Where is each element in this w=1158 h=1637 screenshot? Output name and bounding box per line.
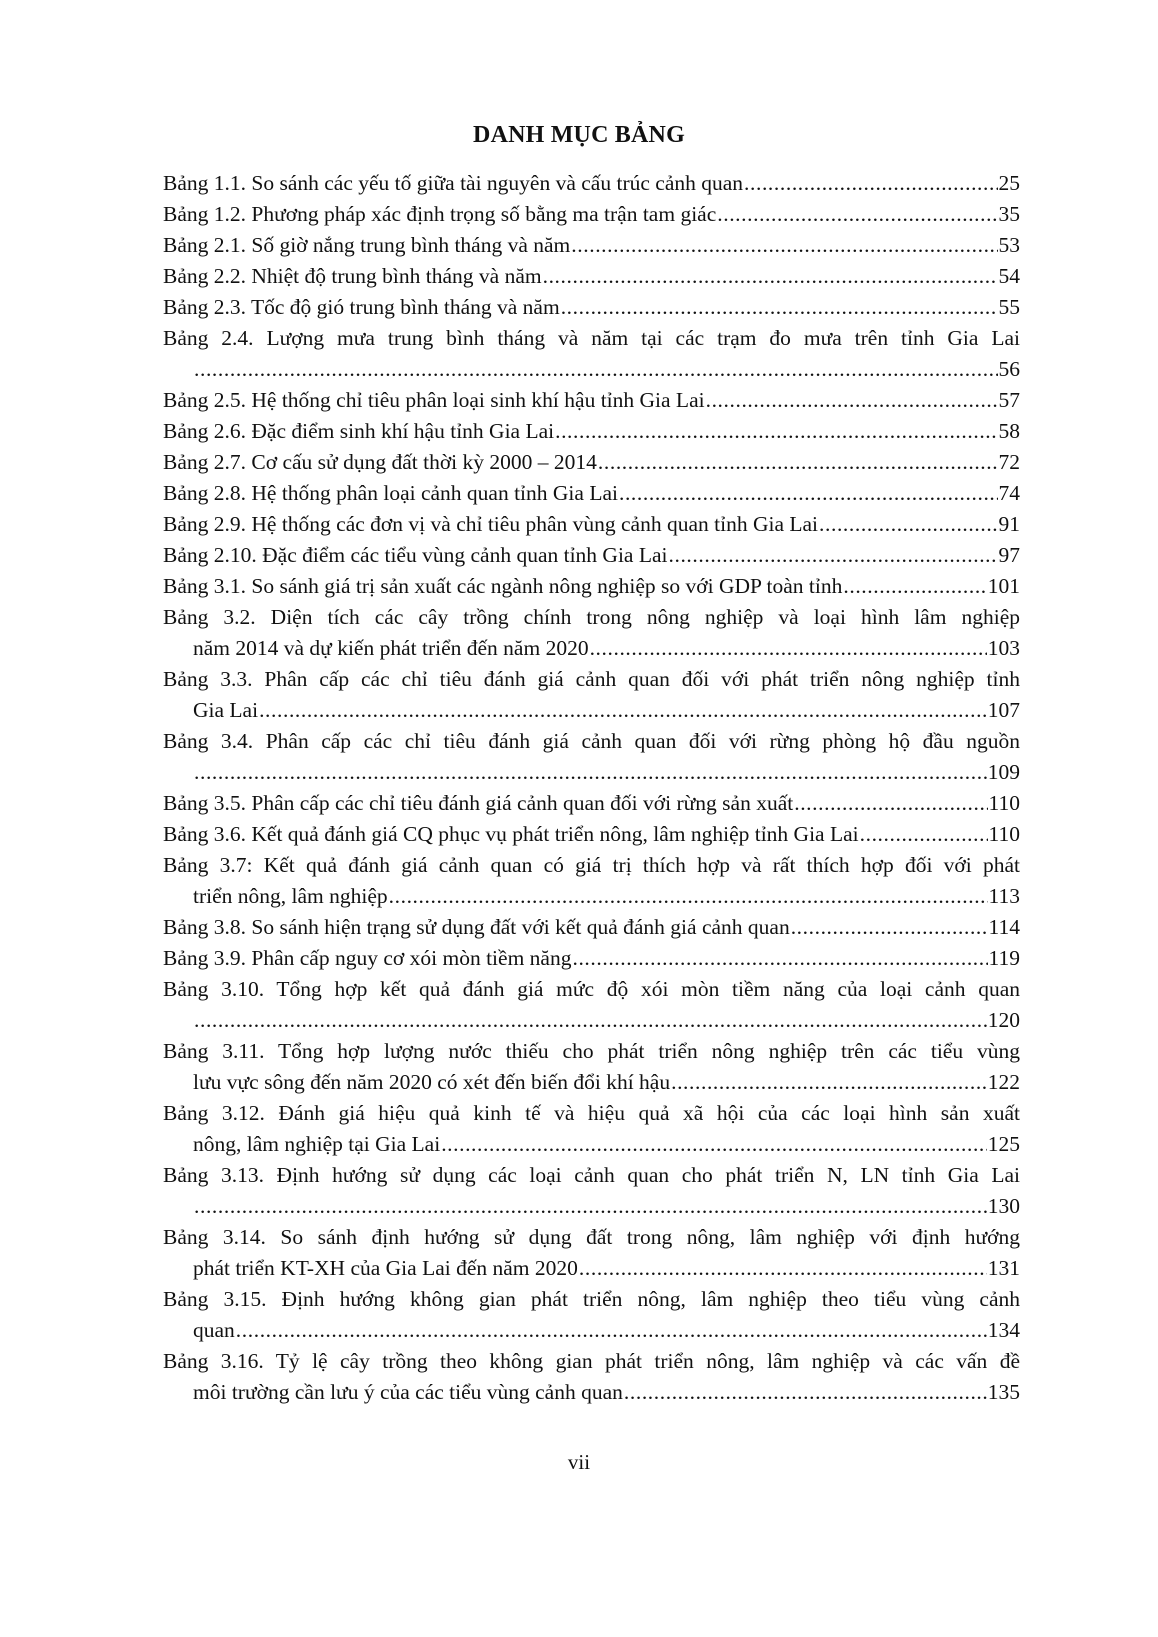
dot-leader: [819, 509, 997, 540]
toc-entry-label: Bảng 2.9. Hệ thống các đơn vị và chỉ tiêu phân vùng cảnh quan tỉnh Gia Lai: [163, 512, 819, 536]
dot-leader: [194, 1005, 987, 1036]
page-number: vii: [567, 1450, 591, 1474]
toc-entry[interactable]: [163, 1036, 1020, 1098]
toc-entry-label: Bảng 2.2. Nhiệt độ trung bình tháng và năm: [163, 264, 542, 288]
toc-page-number: 110: [988, 822, 1020, 846]
dot-leader: [624, 1377, 987, 1408]
toc-page-number: 122: [987, 1070, 1020, 1094]
toc-entry-label: Bảng 3.1. So sánh giá trị sản xuất các ngành nông nghiệp so với GDP toàn tỉnh: [163, 574, 843, 598]
toc-entry-label: Bảng 3.10. Tổng hợp kết quả đánh giá mức độ xói mòn tiềm năng của loại cảnh quan: [163, 977, 1020, 1001]
toc-page-number: 97: [998, 543, 1020, 567]
toc-entry-label: Bảng 2.6. Đặc điểm sinh khí hậu tỉnh Gia Lai: [163, 419, 555, 443]
toc-entry[interactable]: [163, 1346, 1020, 1408]
toc-page-number: 130: [987, 1194, 1020, 1218]
toc-entry-label: Bảng 2.5. Hệ thống chỉ tiêu phân loại sinh khí hậu tỉnh Gia Lai: [163, 388, 705, 412]
toc-entry-label: Bảng 2.1. Số giờ nắng trung bình tháng và năm: [163, 233, 571, 257]
toc-entry[interactable]: [163, 385, 1020, 416]
toc-entry-label: Bảng 3.16. Tỷ lệ cây trồng theo không gian phát triển nông, lâm nghiệp và các vấn đề: [163, 1349, 1020, 1373]
toc-page-number: 91: [998, 512, 1020, 536]
toc-entry-label: môi trường cần lưu ý của các tiểu vùng cảnh quan: [193, 1380, 623, 1404]
toc-page-number: 134: [987, 1318, 1020, 1342]
toc-entry[interactable]: [163, 478, 1020, 509]
toc-entry[interactable]: [163, 509, 1020, 540]
toc-entry-label: Bảng 3.9. Phân cấp nguy cơ xói mòn tiềm năng: [163, 946, 572, 970]
toc-page-number: 135: [987, 1380, 1020, 1404]
toc-entry-label: Bảng 3.4. Phân cấp các chỉ tiêu đánh giá cảnh quan đối với rừng phòng hộ đầu nguồn: [163, 729, 1020, 753]
toc-entry-label: Bảng 3.12. Đánh giá hiệu quả kinh tế và hiệu quả xã hội của các loại hình sản xuất: [163, 1101, 1020, 1125]
toc-entry-label: năm 2014 và dự kiến phát triển đến năm 2020: [193, 636, 589, 660]
toc-entry-label: Bảng 1.2. Phương pháp xác định trọng số bằng ma trận tam giác: [163, 202, 717, 226]
toc-page-number: 55: [998, 295, 1020, 319]
dot-leader: [441, 1129, 987, 1160]
dot-leader: [555, 416, 997, 447]
dot-leader: [598, 447, 998, 478]
toc-entry[interactable]: [163, 664, 1020, 726]
toc-entry-label: Bảng 3.5. Phân cấp các chỉ tiêu đánh giá cảnh quan đối với rừng sản xuất: [163, 791, 794, 815]
dot-leader: [717, 199, 997, 230]
toc-page-number: 109: [987, 760, 1020, 784]
toc-entry[interactable]: [163, 819, 1020, 850]
toc-entry-label: Bảng 3.11. Tổng hợp lượng nước thiếu cho phát triển nông nghiệp trên các tiểu vùng: [163, 1039, 1020, 1063]
toc-page-number: 113: [988, 884, 1020, 908]
dot-leader: [572, 943, 987, 974]
toc-page-number: 101: [987, 574, 1020, 598]
toc-page-number: 58: [998, 419, 1020, 443]
toc-entry-label: quan: [193, 1318, 235, 1342]
toc-page-number: 72: [998, 450, 1020, 474]
dot-leader: [791, 912, 988, 943]
table-of-contents: [163, 168, 1020, 1408]
toc-entry-label: Bảng 3.14. So sánh định hướng sử dụng đất trong nông, lâm nghiệp với định hướng: [163, 1225, 1020, 1249]
toc-entry-label: Bảng 3.8. So sánh hiện trạng sử dụng đất với kết quả đánh giá cảnh quan: [163, 915, 790, 939]
toc-entry[interactable]: [163, 974, 1020, 1036]
toc-entry[interactable]: [163, 943, 1020, 974]
toc-entry[interactable]: [163, 416, 1020, 447]
toc-entry-label: Gia Lai: [193, 698, 259, 722]
toc-page-number: 103: [987, 636, 1020, 660]
toc-entry-label: Bảng 2.4. Lượng mưa trung bình tháng và năm tại các trạm đo mưa trên tỉnh Gia Lai: [163, 326, 1020, 350]
toc-entry[interactable]: [163, 292, 1020, 323]
toc-page-number: 74: [998, 481, 1020, 505]
toc-entry-label: Bảng 3.6. Kết quả đánh giá CQ phục vụ phát triển nông, lâm nghiệp tỉnh Gia Lai: [163, 822, 859, 846]
toc-entry-label: Bảng 3.15. Định hướng không gian phát triển nông, lâm nghiệp theo tiểu vùng cảnh: [163, 1287, 1020, 1311]
dot-leader: [619, 478, 998, 509]
toc-page-number: 125: [987, 1132, 1020, 1156]
toc-page-number: 53: [998, 233, 1020, 257]
dot-leader: [669, 540, 998, 571]
dot-leader: [259, 695, 987, 726]
toc-page-number: 120: [987, 1008, 1020, 1032]
toc-page-number: 35: [998, 202, 1020, 226]
dot-leader: [590, 633, 987, 664]
toc-entry[interactable]: [163, 726, 1020, 788]
toc-entry-label: Bảng 2.10. Đặc điểm các tiểu vùng cảnh quan tỉnh Gia Lai: [163, 543, 668, 567]
toc-entry-label: Bảng 3.13. Định hướng sử dụng các loại cảnh quan cho phát triển N, LN tỉnh Gia Lai: [163, 1163, 1020, 1187]
dot-leader: [561, 292, 998, 323]
toc-entry-label: Bảng 3.7: Kết quả đánh giá cảnh quan có giá trị thích hợp và rất thích hợp đối với phát: [163, 853, 1020, 877]
toc-entry[interactable]: [163, 788, 1020, 819]
toc-entry[interactable]: [163, 540, 1020, 571]
dot-leader: [543, 261, 998, 292]
toc-entry[interactable]: [163, 912, 1020, 943]
toc-entry-label: Bảng 1.1. So sánh các yếu tố giữa tài nguyên và cấu trúc cảnh quan: [163, 171, 744, 195]
toc-entry[interactable]: [163, 447, 1020, 478]
dot-leader: [194, 354, 998, 385]
toc-page-number: 131: [987, 1256, 1020, 1280]
dot-leader: [843, 571, 986, 602]
toc-entry[interactable]: [163, 323, 1020, 385]
toc-entry-label: phát triển KT-XH của Gia Lai đến năm 2020: [193, 1256, 578, 1280]
dot-leader: [706, 385, 998, 416]
dot-leader: [671, 1067, 987, 1098]
toc-entry[interactable]: [163, 1284, 1020, 1346]
toc-entry[interactable]: [163, 168, 1020, 199]
toc-page-number: 57: [998, 388, 1020, 412]
dot-leader: [744, 168, 997, 199]
page-title: DANH MỤC BẢNG: [473, 122, 685, 148]
toc-entry[interactable]: [163, 1160, 1020, 1222]
toc-page-number: 119: [988, 946, 1020, 970]
dot-leader: [571, 230, 997, 261]
toc-entry-label: Bảng 2.7. Cơ cấu sử dụng đất thời kỳ 2000 – 2014: [163, 450, 597, 474]
dot-leader: [236, 1315, 987, 1346]
toc-entry-label: Bảng 3.2. Diện tích các cây trồng chính trong nông nghiệp và loại hình lâm nghiệp: [163, 605, 1020, 629]
toc-entry-label: triển nông, lâm nghiệp: [193, 884, 388, 908]
dot-leader: [194, 1191, 987, 1222]
toc-entry[interactable]: [163, 850, 1020, 912]
toc-entry-label: nông, lâm nghiệp tại Gia Lai: [193, 1132, 441, 1156]
toc-entry[interactable]: [163, 602, 1020, 664]
toc-entry-label: Bảng 3.3. Phân cấp các chỉ tiêu đánh giá cảnh quan đối với phát triển nông nghiệp tỉnh: [163, 667, 1020, 691]
toc-page-number: 56: [998, 357, 1020, 381]
toc-entry[interactable]: [163, 571, 1020, 602]
dot-leader: [794, 788, 987, 819]
toc-entry[interactable]: [163, 1222, 1020, 1284]
toc-entry[interactable]: [163, 230, 1020, 261]
toc-page-number: 110: [988, 791, 1020, 815]
toc-entry[interactable]: [163, 199, 1020, 230]
dot-leader: [860, 819, 988, 850]
toc-entry-label: lưu vực sông đến năm 2020 có xét đến biến đổi khí hậu: [193, 1070, 671, 1094]
toc-entry[interactable]: [163, 1098, 1020, 1160]
toc-page-number: 25: [998, 171, 1020, 195]
toc-entry[interactable]: [163, 261, 1020, 292]
toc-page-number: 54: [998, 264, 1020, 288]
toc-entry-label: Bảng 2.3. Tốc độ gió trung bình tháng và năm: [163, 295, 560, 319]
dot-leader: [389, 881, 988, 912]
toc-page-number: 114: [988, 915, 1020, 939]
dot-leader: [194, 757, 987, 788]
dot-leader: [579, 1253, 987, 1284]
toc-entry-label: Bảng 2.8. Hệ thống phân loại cảnh quan tỉnh Gia Lai: [163, 481, 618, 505]
toc-page-number: 107: [987, 698, 1020, 722]
